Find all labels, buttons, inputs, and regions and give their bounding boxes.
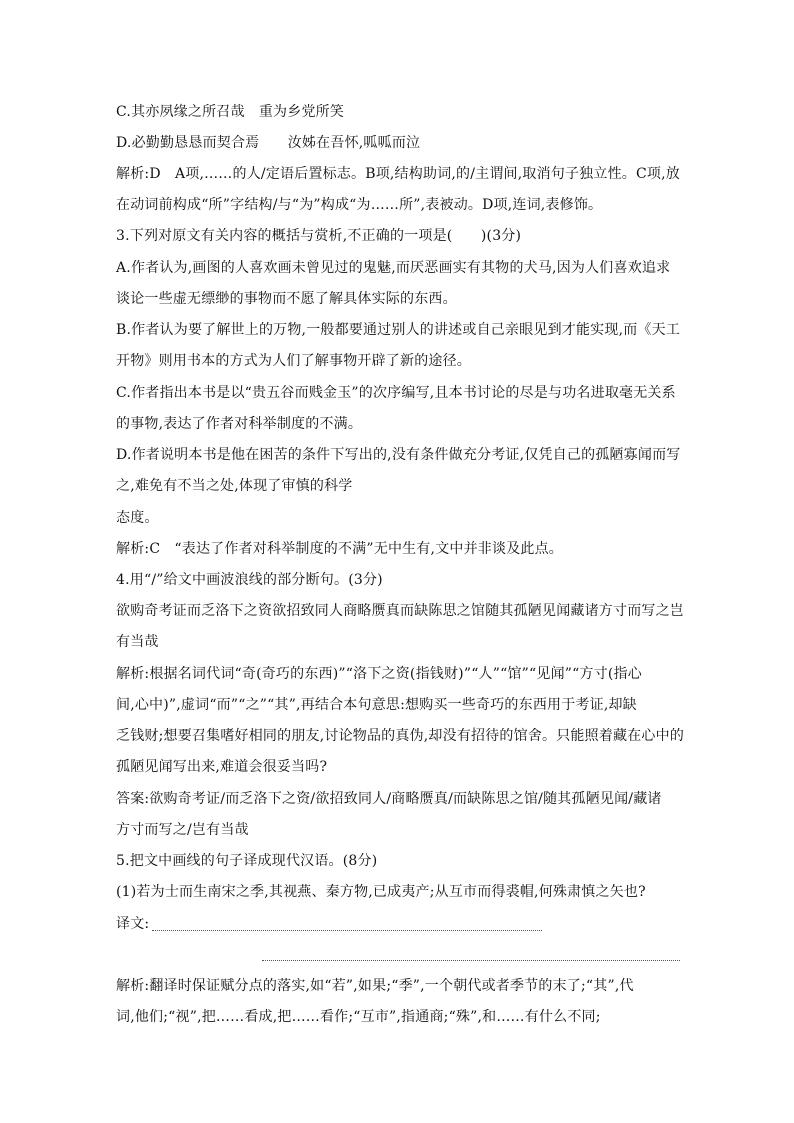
text-line: 之,难免有不当之处,体现了审慎的科学	[116, 478, 353, 494]
text-line: 答案:欲购奇考证/而乏洛下之资/欲招致同人/商略赝真/而缺陈思之馆/随其孤陋见闻/藏诸	[116, 791, 662, 807]
question-heading: 5.把文中画线的句子译成现代汉语。(8分)	[116, 853, 378, 869]
translation-label: 译文:	[116, 916, 150, 932]
text-line: 解析:D A项,……的人/定语后置标志。B项,结构助词,的/主谓间,取消句子独立性。C项,放	[116, 166, 680, 182]
text-line: 解析:C “表达了作者对科举制度的不满”无中生有,文中并非谈及此点。	[116, 541, 563, 557]
text-line: A.作者认为,画图的人喜欢画未曾见过的鬼魅,而厌恶画实有其物的犬马,因为人们喜欢追求	[116, 260, 671, 276]
text-line: 解析:翻译时保证赋分点的落实,如“若”,如果;“季”,一个朝代或者季节的末了;“其”,代	[116, 978, 634, 994]
text-line: 的事物,表达了作者对科举制度的不满。	[116, 416, 363, 432]
text-line: 态度。	[116, 510, 159, 526]
text-line: B.作者认为要了解世上的万物,一般都要通过别人的讲述或自己亲眼见到才能实现,而《天工	[116, 322, 681, 338]
text-line: C.作者指出本书是以“贵五谷而贱金玉”的次序编写,且本书讨论的尽是与功名进取毫无关系	[116, 385, 676, 401]
text-line: D.必勤勤恳恳而契合焉 汝姊在吾怀,呱呱而泣	[116, 135, 421, 151]
text-line: D.作者说明本书是他在困苦的条件下写出的,没有条件做充分考证,仅凭自己的孤陋寡闻而写	[116, 447, 681, 463]
question-heading: 4.用“/”给文中画波浪线的部分断句。(3分)	[116, 572, 383, 588]
text-line: 解析:根据名词代词“奇(奇巧的东西)”“洛下之资(指钱财)”“人”“馆”“见闻”“方寸(指心	[116, 666, 642, 682]
answer-line-1[interactable]	[152, 930, 542, 931]
question-heading: 3.下列对原文有关内容的概括与赏析,不正确的一项是( )(3分)	[116, 228, 522, 244]
text-line: 词,他们;“视”,把……看成,把……看作;“互市”,指通商;“殊”,和……有什么不同;	[116, 1009, 601, 1025]
text-line: 欲购奇考证而乏洛下之资欲招致同人商略赝真而缺陈思之馆随其孤陋见闻藏诸方寸而写之岂	[116, 603, 684, 619]
text-line: 间,心中)”,虚词“而”“之”“其”,再结合本句意思:想购买一些奇巧的东西用于考证,却缺	[116, 697, 637, 713]
text-line: 乏钱财;想要召集嗜好相同的朋友,讨论物品的真伪,却没有招待的馆舍。只能照着藏在心中的	[116, 728, 685, 744]
text-line: 谈论一些虚无缥缈的事物而不愿了解具体实际的东西。	[116, 291, 457, 307]
text-line: (1)若为士而生南宋之季,其视燕、秦方物,已成夷产;从互市而得裘帽,何殊肃慎之矢也?	[116, 884, 646, 900]
answer-line-2[interactable]	[262, 960, 680, 961]
text-line: 方寸而写之/岂有当哉	[116, 822, 249, 838]
text-line: 孤陋见闻写出来,难道会很妥当吗?	[116, 759, 328, 775]
text-line: C.其亦夙缘之所召哉 重为乡党所笑	[116, 104, 345, 120]
text-line: 有当哉	[116, 634, 159, 650]
text-line: 开物》则用书本的方式为人们了解事物开辟了新的途径。	[116, 353, 471, 369]
text-line: 在动词前构成“所”字结构/与“为”构成“为……所”,表被动。D项,连词,表修饰。	[116, 197, 603, 213]
